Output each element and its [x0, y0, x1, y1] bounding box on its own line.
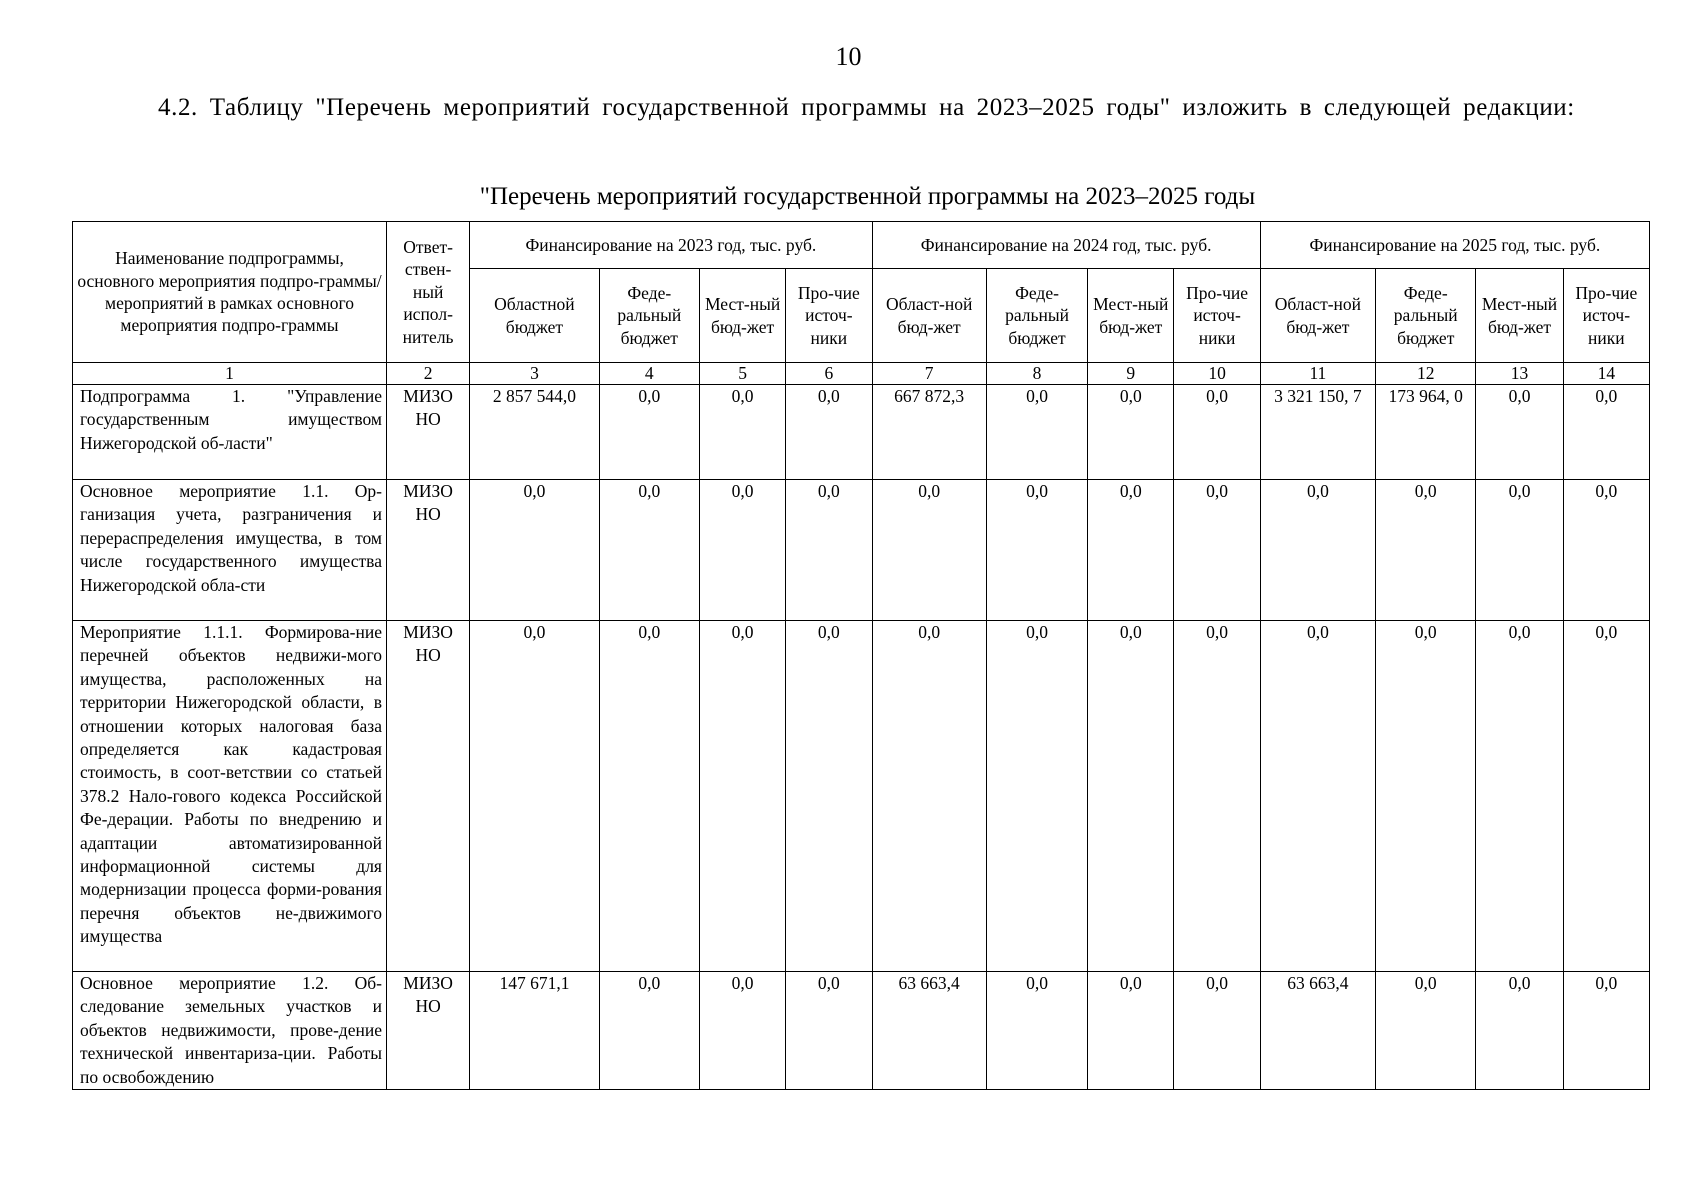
table-title: "Перечень мероприятий государственной программы на 2023–2025 годы	[479, 183, 1256, 210]
value-cell: 0,0	[1088, 385, 1174, 480]
header-year-2025: Финансирование на 2025 год, тыс. руб.	[1260, 222, 1649, 269]
value-cell: 0,0	[1476, 972, 1563, 1090]
value-cell: 0,0	[1476, 621, 1563, 972]
header-source: Областной бюджет	[470, 269, 599, 363]
value-cell: 0,0	[1088, 621, 1174, 972]
value-cell: 0,0	[986, 385, 1087, 480]
value-cell: 0,0	[699, 385, 785, 480]
value-cell: 0,0	[1088, 972, 1174, 1090]
column-number: 13	[1476, 363, 1563, 385]
header-source: Про-чие источ-ники	[1174, 269, 1260, 363]
value-cell: 0,0	[1563, 972, 1649, 1090]
value-cell: 667 872,3	[872, 385, 986, 480]
value-cell: 0,0	[986, 480, 1087, 621]
header-source: Мест-ный бюд-жет	[1476, 269, 1563, 363]
value-cell: 0,0	[786, 972, 872, 1090]
row-executor: МИЗО НО	[386, 480, 469, 621]
value-cell: 0,0	[1376, 480, 1476, 621]
value-cell: 0,0	[786, 385, 872, 480]
value-cell: 0,0	[599, 385, 699, 480]
value-cell: 0,0	[1563, 385, 1649, 480]
value-cell: 0,0	[1376, 621, 1476, 972]
value-cell: 0,0	[986, 621, 1087, 972]
column-number: 10	[1174, 363, 1260, 385]
value-cell: 0,0	[470, 621, 599, 972]
column-number: 12	[1376, 363, 1476, 385]
header-executor: Ответ-ствен-ный испол-нитель	[386, 222, 469, 363]
value-cell: 0,0	[599, 972, 699, 1090]
value-cell: 0,0	[1476, 480, 1563, 621]
column-number: 11	[1260, 363, 1375, 385]
column-number: 4	[599, 363, 699, 385]
header-name: Наименование подпрограммы, основного мероприятия подпро-граммы/ мероприятий в рамках основного мероприятия подпро-граммы	[73, 222, 387, 363]
row-name: Мероприятие 1.1.1. Формирова-ние перечней объектов недвижи-мого имущества, расположенных на территории Нижегородской области, в отношении которых налоговая база определяется как кадастровая стоимость, в соот-ветствии со статьей 378.2 Нало-гового кодекса Российской Фе-дерации. Работы по внедрению и адаптации автоматизированной информационной системы для модернизации процесса форми-рования перечня объектов не-движимого имущества	[73, 621, 387, 972]
value-cell: 0,0	[1260, 621, 1375, 972]
value-cell: 0,0	[872, 621, 986, 972]
value-cell: 0,0	[1476, 385, 1563, 480]
value-cell: 0,0	[470, 480, 599, 621]
table-row	[73, 385, 1650, 480]
value-cell: 0,0	[1260, 480, 1375, 621]
column-number: 14	[1563, 363, 1649, 385]
header-year-2024: Финансирование на 2024 год, тыс. руб.	[872, 222, 1260, 269]
value-cell: 0,0	[1174, 385, 1260, 480]
value-cell: 147 671,1	[470, 972, 599, 1090]
column-number: 3	[470, 363, 599, 385]
header-source: Област-ной бюд-жет	[1260, 269, 1375, 363]
row-name: Подпрограмма 1. "Управление государственным имуществом Нижегородской об-ласти"	[73, 385, 387, 480]
table-row	[73, 480, 1650, 621]
column-number-row	[73, 363, 1650, 385]
header-source: Област-ной бюд-жет	[872, 269, 986, 363]
table-row	[73, 972, 1650, 1090]
column-number: 7	[872, 363, 986, 385]
column-number: 9	[1088, 363, 1174, 385]
row-executor: МИЗО НО	[386, 972, 469, 1090]
header-source: Про-чие источ-ники	[1563, 269, 1649, 363]
row-name: Основное мероприятие 1.2. Об-следование земельных участков и объектов недвижимости, прове-дение технической инвентаризa-ции. Работы по освобождению	[73, 972, 387, 1090]
column-number: 2	[386, 363, 469, 385]
header-source: Феде-ральный бюджет	[986, 269, 1087, 363]
header-source: Мест-ный бюд-жет	[1088, 269, 1174, 363]
column-number: 6	[786, 363, 872, 385]
value-cell: 0,0	[699, 621, 785, 972]
value-cell: 0,0	[1563, 621, 1649, 972]
value-cell: 0,0	[1174, 621, 1260, 972]
value-cell: 0,0	[1376, 972, 1476, 1090]
value-cell: 0,0	[599, 621, 699, 972]
value-cell: 0,0	[786, 621, 872, 972]
programme-table	[72, 221, 1650, 1090]
header-source: Феде-ральный бюджет	[1376, 269, 1476, 363]
value-cell: 0,0	[1563, 480, 1649, 621]
value-cell: 0,0	[699, 972, 785, 1090]
value-cell: 2 857 544,0	[470, 385, 599, 480]
column-number: 5	[699, 363, 785, 385]
row-executor: МИЗО НО	[386, 621, 469, 972]
value-cell: 3 321 150, 7	[1260, 385, 1375, 480]
header-year-2023: Финансирование на 2023 год, тыс. руб.	[470, 222, 872, 269]
value-cell: 0,0	[1174, 480, 1260, 621]
value-cell: 0,0	[1088, 480, 1174, 621]
value-cell: 0,0	[699, 480, 785, 621]
value-cell: 173 964, 0	[1376, 385, 1476, 480]
header-source: Про-чие источ-ники	[786, 269, 872, 363]
value-cell: 0,0	[1174, 972, 1260, 1090]
value-cell: 0,0	[986, 972, 1087, 1090]
column-number: 8	[986, 363, 1087, 385]
value-cell: 0,0	[872, 480, 986, 621]
value-cell: 63 663,4	[872, 972, 986, 1090]
value-cell: 63 663,4	[1260, 972, 1375, 1090]
page-number: 10	[835, 42, 862, 71]
row-executor: МИЗО НО	[386, 385, 469, 480]
header-source: Мест-ный бюд-жет	[699, 269, 785, 363]
header-row-years	[73, 222, 1650, 269]
value-cell: 0,0	[599, 480, 699, 621]
table-row	[73, 621, 1650, 972]
intro-paragraph: 4.2. Таблицу "Перечень мероприятий государственной программы на 2023–2025 годы" изложить в следующей редакции:	[158, 94, 1575, 121]
value-cell: 0,0	[786, 480, 872, 621]
column-number: 1	[73, 363, 387, 385]
row-name: Основное мероприятие 1.1. Ор-ганизация учета, разграничения и перераспределения имущества, в том числе государственного имущества Нижегородской обла-сти	[73, 480, 387, 621]
header-source: Феде-ральный бюджет	[599, 269, 699, 363]
